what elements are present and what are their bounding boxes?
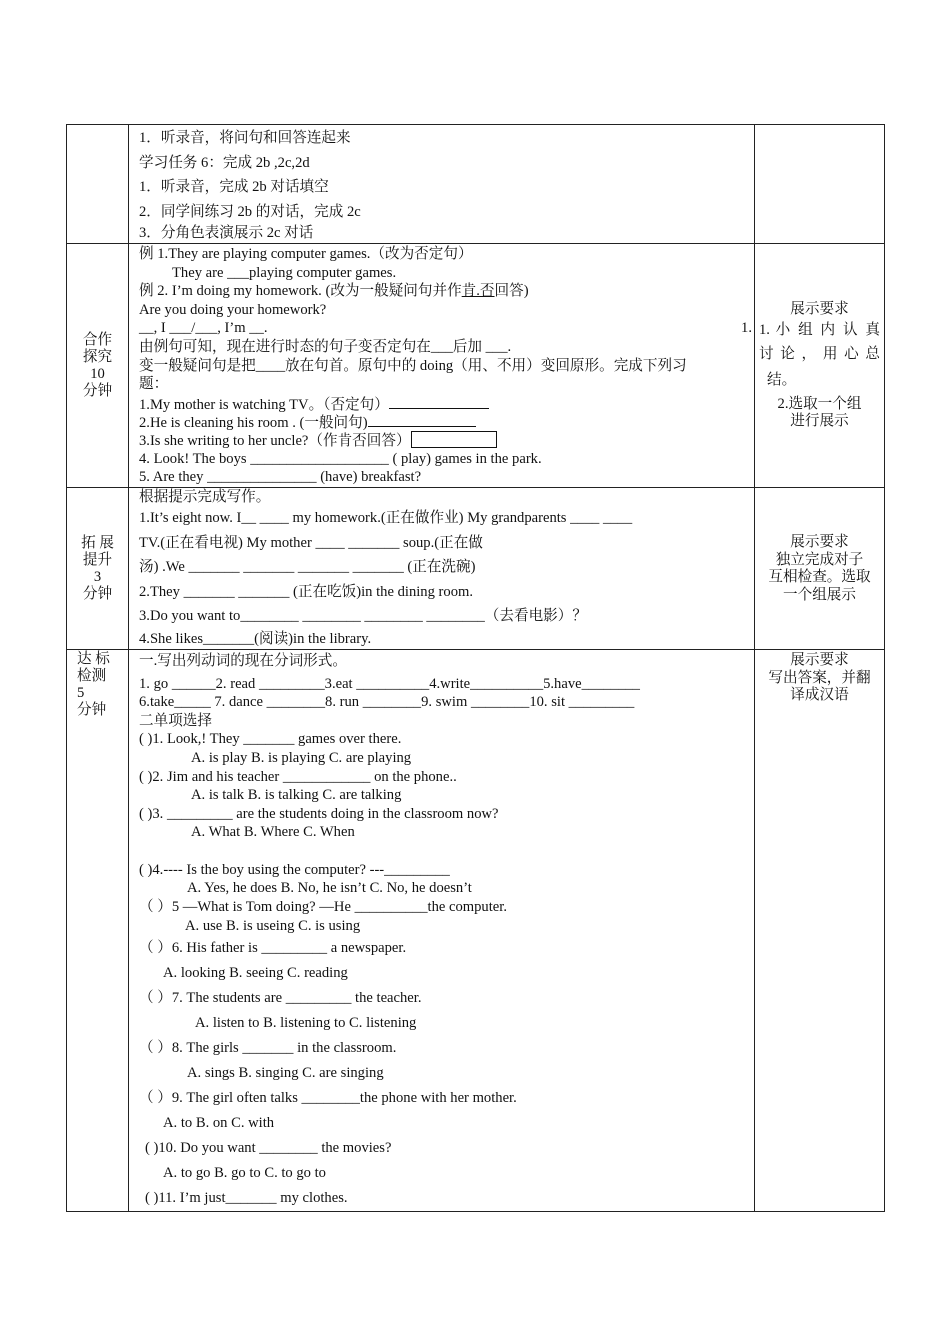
exercise-2-text: 2.He is cleaning his room . (一般问句) [139,415,368,432]
exercise-5: 5. Are they _______________ (have) breakfast? [139,469,422,486]
req-title: 展示要求 [790,534,849,550]
row1-line: 学习任务 6：完成 2b ,2c,2d [139,154,310,171]
row3-label: 拓 展 [81,534,114,551]
row3-req-cell [755,488,885,650]
mc-options: A. use B. is useing C. is using [185,918,361,935]
mc-question: （ ）6. His father is _________ a newspaper. [139,940,407,957]
writing-line: 3.Do you want to________ ________ ________ ________（去看电影）？ [139,608,587,624]
row2-req-cell [755,244,885,488]
req-line: 结。 [767,371,797,388]
row3-content [129,488,755,650]
rule-line: 题： [139,376,169,393]
mc-question: ( )11. I’m just_______ my clothes. [145,1190,348,1207]
exercise-3-text: 3.Is she writing to her uncle?（作肯否回答） [139,432,411,449]
req-line: 一个组展示 [783,586,856,603]
mc-question: （ ）9. The girl often talks ________the phone with her mother. [139,1090,517,1107]
row4-label: 5 [77,685,85,701]
writing-line: 2.They _______ _______ (正在吃饭)in the dining room. [139,583,474,600]
req-line: 写出答案，并翻 [768,669,871,686]
req-line: 2.选取一个组 [777,395,862,412]
answer-blank[interactable] [389,394,489,409]
exercise-4: 4. Look! The boys ___________________ ( play) games in the park. [139,450,542,467]
mc-question: ( )10. Do you want ________ the movies? [145,1140,392,1157]
rule-line: 由例句可知，现在进行时态的句子变否定句在___后加 ___. [139,338,512,355]
row1-line: 1．听录音，将问句和回答连起来 [139,130,351,146]
writing-instruction: 根据提示完成写作。 [139,489,271,505]
section-title: 一.写出列动词的现在分词形式。 [139,653,347,669]
writing-line: 1.It’s eight now. I__ ____ my homework.(正在做作业) My grandparents ____ ____ [139,510,633,526]
row4-label: 分钟 [77,702,107,718]
example-1-answer: They are ___playing computer games. [172,264,397,281]
row4-label-cell [67,650,129,1212]
example-2-question: Are you doing your homework? [139,301,327,318]
req-line: 讨 论 ， 用 心 总 [759,345,880,362]
ex2-underlined: 肯.否 [461,283,495,300]
row2-label: 10 [90,365,105,382]
mc-question: ( )4.---- Is the boy using the computer? ---_________ [139,861,450,878]
answer-box[interactable] [411,431,497,448]
row4-content [129,650,755,1212]
side-number: 1. [741,320,752,337]
row3-label-cell [67,488,129,650]
answer-blank[interactable] [368,412,476,427]
row1-line: 2．同学间练习 2b 的对话，完成 2c [139,203,361,220]
ex2-post: 回答) [494,283,529,300]
mc-options: A. to B. on C. with [163,1115,275,1132]
mc-question: ( )1. Look,! They _______ games over there. [139,731,402,748]
mc-options: A. to go B. go to C. to go to [163,1165,326,1182]
mc-options: A. sings B. singing C. are singing [187,1065,384,1082]
mc-question: ( )3. _________ are the students doing in the classroom now? [139,805,499,822]
row1-req-cell [755,125,885,244]
example-2-answer [129,319,754,338]
row4-label: 达 标 [77,651,110,667]
exercise-3 [129,431,754,450]
ex2-pre: 例 2. I’m doing my homework. (改为一般疑问句并作 [139,283,462,300]
row-cooperation [67,244,885,488]
req-line: 译成汉语 [790,687,849,703]
example-2 [129,282,754,301]
row2-label: 分钟 [82,382,113,399]
req-title: 展示要求 [790,652,849,668]
row-assessment [67,650,885,1212]
row1-label-cell [67,125,129,244]
row3-label: 分钟 [82,585,113,602]
row1-line: 3．分角色表演展示 2c 对话 [139,225,314,241]
row2-content [129,244,755,488]
mc-question: （ ）8. The girls _______ in the classroom. [139,1040,397,1057]
blank-line [129,842,754,861]
req-line: 独立完成对子 [775,551,864,568]
exercise-1 [129,394,754,413]
example-1: 例 1.They are playing computer games.（改为否定句） [139,246,473,262]
section-title: 二单项选择 [139,712,212,729]
row-extension [67,488,885,650]
mc-question: （ ）7. The students are _________ the teacher. [139,990,422,1007]
row4-req-cell [755,650,885,1212]
mc-question: ( )2. Jim and his teacher ____________ on the phone.. [139,768,457,785]
row1-content [129,125,755,244]
verb-list: 6.take_____ 7. dance ________8. run ________9. swim ________10. sit _________ [139,694,635,711]
ex2-answer-text: __, I ___/___, I’m __. [139,320,268,337]
exercise-1-text: 1.My mother is watching TV。（否定句） [139,396,389,413]
exercise-2 [129,412,754,431]
req-line: 互相检查。选取 [768,569,871,585]
row2-label: 合作 [82,331,113,348]
rule-line: 变一般疑问句是把____放在句首。原句中的 doing（用、不用）变回原形。完成下列习 [139,357,687,374]
row1-line: 1．听录音，完成 2b 对话填空 [139,179,329,195]
row3-label: 3 [93,568,102,585]
req-line: 1. 小 组 内 认 真 [759,321,880,338]
row-listening [67,125,885,244]
writing-line: 4.She likes_______(阅读)in the library. [139,630,372,647]
mc-options: A. What B. Where C. When [191,824,355,841]
row4-label: 检测 [77,668,107,684]
verb-list: 1. go ______2. read _________3.eat __________4.write__________5.have________ [139,675,640,692]
mc-options: A. is talk B. is talking C. are talking [191,787,402,804]
row2-label: 探究 [82,348,113,365]
writing-line: 汤) .We _______ _______ _______ _______ (正在洗碗) [139,559,476,575]
mc-options: A. looking B. seeing C. reading [163,965,348,982]
lesson-table [66,124,885,1212]
req-line: 进行展示 [790,413,849,429]
row2-label-cell [67,244,129,488]
writing-line: TV.(正在看电视) My mother ____ _______ soup.(正在做 [139,534,483,551]
mc-options: A. Yes, he does B. No, he isn’t C. No, he doesn’t [187,880,472,897]
row3-label: 提升 [82,551,113,568]
mc-options: A. listen to B. listening to C. listening [195,1015,417,1032]
mc-question: （ ）5 —What is Tom doing? —He __________the computer. [139,898,507,915]
req-title: 展示要求 [790,301,849,317]
mc-options: A. is play B. is playing C. are playing [191,749,412,766]
